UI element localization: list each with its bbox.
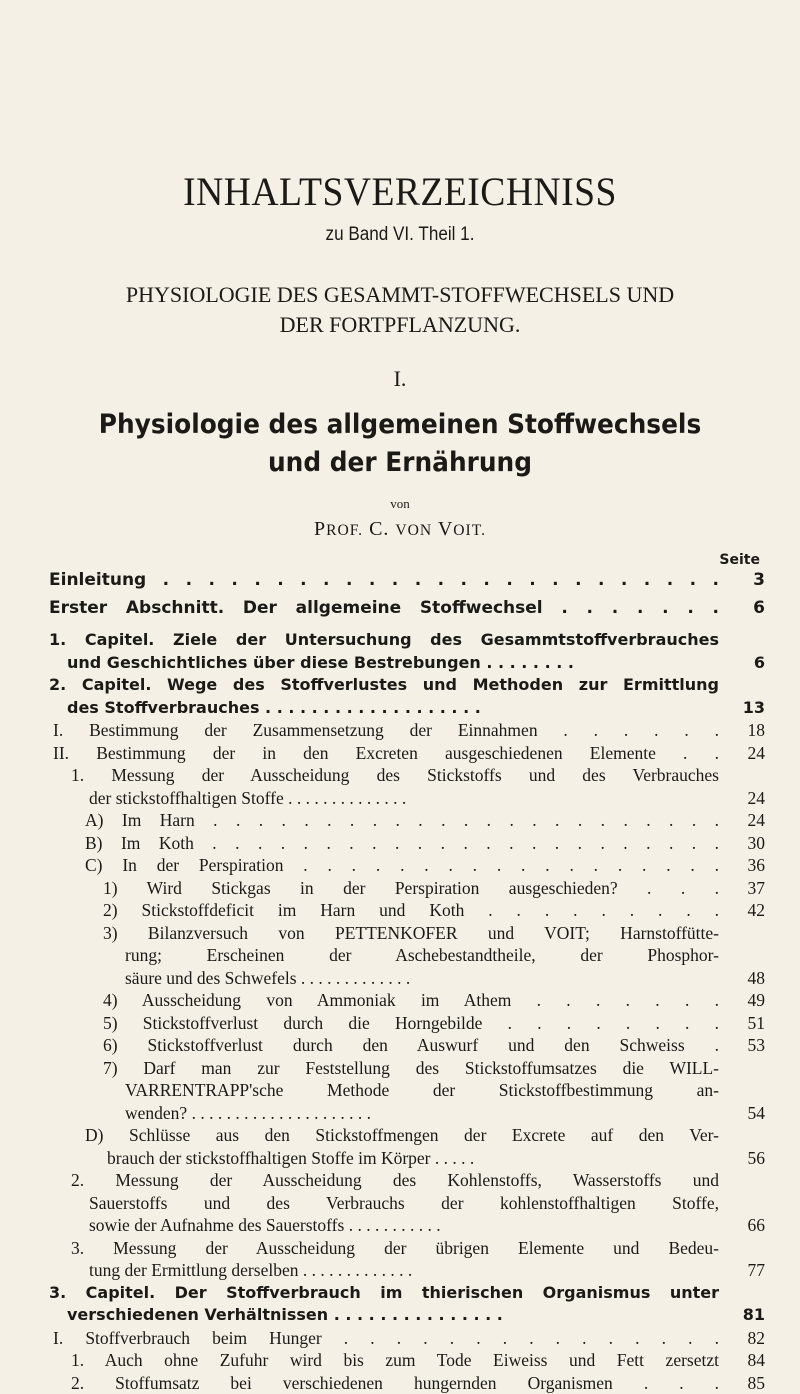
toc-entry-text: tung der Ermittlung derselben . . . . . . . . . . . . . [71,1259,765,1282]
toc-entry[interactable] [85,832,765,855]
toc-entry[interactable] [49,1282,765,1327]
toc-page-number: 24 [725,742,765,765]
toc-page-number: 13 [725,697,765,720]
toc-entry-text: D) Schlüsse aus den Stickstoffmengen der Excrete auf den Ver- [85,1124,765,1147]
toc-entry[interactable] [49,596,765,621]
toc-page-number: 18 [725,719,765,742]
toc-entry[interactable] [85,854,765,877]
book-title-line: und der Ernährung [268,447,532,478]
toc-entry[interactable] [85,1124,765,1169]
toc-entry-text: 2. Capitel. Wege des Stoffverlustes und Methoden zur Ermittlung [49,674,765,697]
part-title-line: DER FORTPFLANZUNG. [280,312,521,337]
toc-entry-text: 2. Messung der Ausscheidung des Kohlenstoffs, Wasserstoffs und [71,1169,765,1192]
toc-entry-text: 3. Messung der Ausscheidung der übrigen Elemente und Bedeu- [71,1237,765,1260]
toc-entry-text: 1. Messung der Ausscheidung des Stickstoffs und des Verbrauches [71,764,765,787]
volume-subtitle: zu Band VI. Theil 1. [40,224,760,246]
toc-page-number: 36 [725,854,765,877]
page-column-label: Seite [700,552,760,568]
toc-entry[interactable] [71,1349,765,1372]
book-title-line: Physiologie des allgemeinen Stoffwechsels [99,409,701,440]
toc-page-number: 56 [725,1147,765,1170]
toc-page-number: 66 [725,1214,765,1237]
toc-entry-text: rung; Erscheinen der Aschebestandtheile, der Phosphor- [103,944,765,967]
toc-entry[interactable] [49,674,765,719]
toc-entry[interactable] [103,922,765,990]
toc-entry-text: sowie der Aufnahme des Sauerstoffs . . . . . . . . . . . [71,1214,765,1237]
toc-page-number: 42 [725,899,765,922]
toc-entry-text: 2) Stickstoffdeficit im Harn und Koth . . . . . . . . . [103,899,765,922]
book-title [32,406,768,482]
toc-page-number: 53 [725,1034,765,1057]
toc-entry[interactable] [49,629,765,674]
toc-entry-text: der stickstoffhaltigen Stoffe . . . . . . . . . . . . . . [71,787,765,810]
toc-entry-text: I. Stoffverbrauch beim Hunger . . . . . . . . . . . . . . . [53,1327,765,1350]
toc-page-number: 24 [725,787,765,810]
toc-entry-text: 4) Ausscheidung von Ammoniak im Athem . . . . . . . [103,989,765,1012]
toc-entry[interactable] [71,1372,765,1394]
toc-entry[interactable] [49,568,765,593]
toc-page-number: 37 [725,877,765,900]
toc-page-number: 85 [725,1372,765,1394]
toc-page-number: 6 [725,596,765,621]
section-number: I. [0,366,800,392]
toc-entry[interactable] [103,877,765,900]
toc-entry-text: 3) Bilanzversuch von PETTENKOFER und VOIT; Harnstoffütte- [103,922,765,945]
toc-entry[interactable] [53,742,765,765]
toc-entry-text: I. Bestimmung der Zusammensetzung der Einnahmen . . . . . . [53,719,765,742]
toc-entry-text: 7) Darf man zur Feststellung des Stickstoffumsatzes die WILL- [103,1057,765,1080]
toc-page-number: 48 [725,967,765,990]
toc-entry[interactable] [103,1012,765,1035]
table-of-contents [49,566,765,1394]
author-von: VON [395,522,432,539]
toc-entry[interactable] [71,1237,765,1282]
toc-page-number: 54 [725,1102,765,1125]
author-prof-rest: ROF. [326,522,363,539]
toc-entry-text: brauch der stickstoffhaltigen Stoffe im Körper . . . . . [85,1147,765,1170]
author-name-initial: V [432,518,453,540]
toc-entry[interactable] [103,1034,765,1057]
toc-entry-text: Sauerstoffs und des Verbrauchs der kohlenstoffhaltigen Stoffe, [71,1192,765,1215]
toc-entry[interactable] [53,719,765,742]
toc-page-number: 82 [725,1327,765,1350]
toc-entry-text: Erster Abschnitt. Der allgemeine Stoffwechsel . . . . . . . [49,596,765,621]
page-title: INHALTSVERZEICHNISS [24,168,776,215]
author [0,518,800,541]
toc-entry[interactable] [103,989,765,1012]
toc-entry[interactable] [53,1327,765,1350]
toc-entry-text: 1. Capitel. Ziele der Untersuchung des Gesammtstoffverbrauches [49,629,765,652]
toc-page-number: 30 [725,832,765,855]
author-initial: C. [363,518,395,540]
toc-entry-text: säure und des Schwefels . . . . . . . . . . . . . [103,967,765,990]
toc-entry-text: 5) Stickstoffverlust durch die Horngebilde . . . . . . . . [103,1012,765,1035]
toc-page-number: 84 [725,1349,765,1372]
toc-entry-text: II. Bestimmung der in den Excreten ausgeschiedenen Elemente . . [53,742,765,765]
toc-page-number: 3 [725,568,765,593]
toc-page-number: 81 [725,1304,765,1327]
by-label: von [0,496,800,512]
author-prof-initial: P [314,518,326,540]
toc-entry-text: und Geschichtliches über diese Bestrebungen . . . . . . . . [49,652,765,675]
part-title [0,280,800,340]
toc-page-number: 6 [725,652,765,675]
toc-page-number: 24 [725,809,765,832]
toc-entry-text: wenden? . . . . . . . . . . . . . . . . . . . . . [103,1102,765,1125]
toc-entry-text: A) Im Harn . . . . . . . . . . . . . . . . . . . . . . . [85,809,765,832]
toc-entry-text: 2. Stoffumsatz bei verschiedenen hungernden Organismen . . . [71,1372,765,1394]
toc-page-number: 51 [725,1012,765,1035]
toc-entry-text: 1) Wird Stickgas in der Perspiration ausgeschieden? . . . [103,877,765,900]
toc-entry[interactable] [103,1057,765,1125]
toc-entry[interactable] [85,809,765,832]
toc-page-number: 77 [725,1259,765,1282]
toc-entry-text: VARRENTRAPP'sche Methode der Stickstoffbestimmung an- [103,1079,765,1102]
toc-entry[interactable] [71,1169,765,1237]
toc-entry-text: verschiedenen Verhältnissen . . . . . . . . . . . . . . . [49,1304,765,1327]
toc-entry-text: 3. Capitel. Der Stoffverbrauch im thierischen Organismus unter [49,1282,765,1305]
toc-entry-text: C) In der Perspiration . . . . . . . . . . . . . . . . . . [85,854,765,877]
author-name-rest: OIT. [453,522,486,539]
toc-page-number: 49 [725,989,765,1012]
toc-entry[interactable] [103,899,765,922]
toc-entry-text: B) Im Koth . . . . . . . . . . . . . . . . . . . . . . . [85,832,765,855]
toc-entry-text: 6) Stickstoffverlust durch den Auswurf und den Schweiss . [103,1034,765,1057]
toc-entry-text: des Stoffverbrauches . . . . . . . . . . . . . . . . . . . [49,697,765,720]
toc-entry[interactable] [71,764,765,809]
toc-entry-text: 1. Auch ohne Zufuhr wird bis zum Tode Eiweiss und Fett zersetzt [71,1349,765,1372]
part-title-line: PHYSIOLOGIE DES GESAMMT-STOFFWECHSELS UND [126,282,674,307]
toc-entry-text: Einleitung . . . . . . . . . . . . . . . . . . . . . . . . . [49,568,765,593]
